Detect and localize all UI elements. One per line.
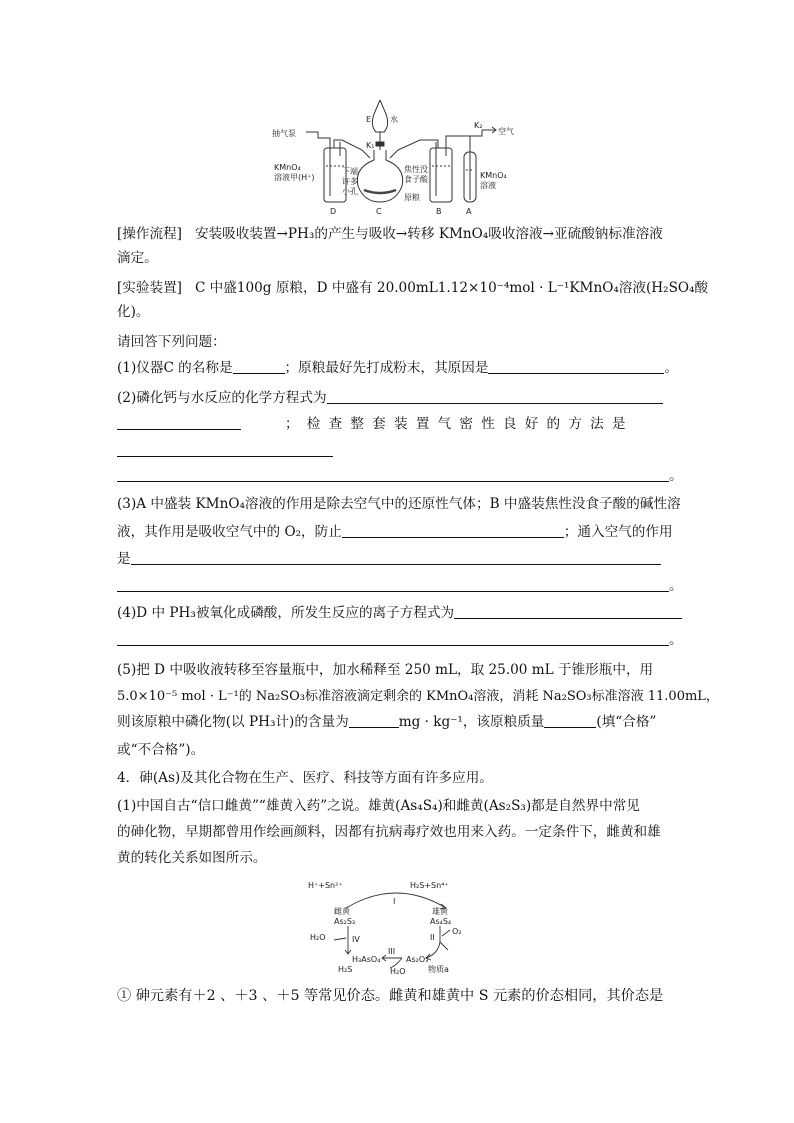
setup-text: C 中盛100g 原粮，D 中盛有 20.00mL1.12×10⁻⁴mol · L⁻¹KMnO₄溶液(H₂SO₄酸 [194,280,709,296]
label-pyro2: 食子酸 [404,175,428,184]
label-grain: 原粮 [404,193,420,202]
q3-p5-text-b: 5.0×10⁻⁵ mol · L⁻¹的 Na₂SO₃标准溶液滴定剩余的 KMnO₄溶液，消耗 Na₂SO₃标准溶液 11.00mL， [117,689,719,704]
conversion-figure [306,878,486,976]
prompt-text: 请回答下列问题： [117,334,226,350]
label-h2o-left: H₂O [310,933,326,942]
q3-p1-text-a: (1)仪器C 的名称是 [117,360,233,376]
q3-p5-text-a: (5)把 D 中吸收液转移至容量瓶中，加水稀释至 250 mL，取 25.00 mL 于锥形瓶中，用 [117,662,654,678]
label-as2o3: As₂O₃ [406,955,429,964]
q3-p4-text-a: (4)D 中 PH₃被氧化成磷酸，所发生反应的离子方程式为 [117,605,455,621]
q3-part1 [117,358,678,379]
q3-part5-line4 [117,740,204,761]
q3-p5-text-c3: (填“合格” [596,714,657,730]
arrow-ii [426,926,440,958]
q3-p5-text-d: 或“不合格”)。 [117,742,205,758]
label-air: 空气 [498,127,514,136]
q3-part3-line2 [117,522,673,543]
answer-blank-4b[interactable] [117,630,669,646]
q3-part4 [117,603,682,624]
answer-blank-2a[interactable] [327,388,663,404]
label-cihuang: 雌黄 [334,907,350,916]
label-k2: K₂ [474,121,483,130]
q4-p1-text-b: 的砷化物，早期都曾用作绘画颜料，因都有抗病毒疗效也用来入药。一定条件下，雌黄和雄 [117,824,661,840]
label-roman-1: I [393,897,396,906]
prompt-line [117,332,226,353]
label-roman-3: III [388,947,396,956]
q4-intro [117,768,493,789]
apparatus-figure [270,92,530,218]
label-kmno4-left: KMnO₄ [274,163,301,172]
bottle-b [430,148,452,202]
flow-text-2: 滴定。 [117,250,158,266]
label-as4s4: As₄S₄ [430,917,452,926]
answer-blank-3a[interactable] [342,522,564,538]
q4-sub1 [117,986,663,1007]
q4-sub1-text: ① 砷元素有＋2 、＋3 、＋5 等常见价态。雌黄和雄黄中 S 元素的价态相同，其价态是 [117,988,664,1004]
label-top-left: H⁺+Sn²⁺ [308,881,343,890]
answer-blank-1a[interactable] [233,358,285,374]
q3-part2-line4 [117,466,683,487]
q3-p2-text-b: ；检查整套装置气密性良好的方法是 [285,416,634,432]
setup-label: [实验装置] [117,280,182,296]
label-h3aso4: H₃AsO₄ [352,955,381,964]
label-wuzhi: 物质a [428,965,449,974]
label-b: B [436,207,442,216]
q3-p1-text-b: ；原粮最好先打成粉末，其原因是 [284,360,489,376]
q3-part3-line3 [117,549,661,570]
label-k1: K₁ [366,141,375,150]
q3-p3-text-b: 液，其作用是吸收空气中的 O₂，防止 [117,524,342,540]
label-roman-4: IV [352,935,360,944]
answer-blank-1b[interactable] [488,358,664,374]
flask-c [357,160,402,202]
setup-line [117,278,708,299]
label-xionghuang: 雄黄 [432,907,448,916]
q3-part5-line2 [117,686,719,707]
label-a: A [466,207,472,216]
q3-part5-line3 [117,712,656,733]
q4-p1-text-c: 黄的转化关系如图所示。 [117,850,267,866]
answer-blank-5a[interactable] [349,712,399,728]
q4-intro-text: 4．砷(As)及其化合物在生产、医疗、科技等方面有许多应用。 [117,770,493,786]
label-o2: O₂ [452,927,462,936]
q4-part1 [117,796,640,817]
label-pyro1: 焦性没 [404,165,428,174]
q3-p4-end: 。 [669,632,683,648]
q3-p3-text-c: ；通入空气的作用 [563,524,673,540]
label-lower1: 下端 [342,167,358,176]
q3-p1-end: 。 [664,360,679,376]
label-lower3: 小孔 [342,187,358,196]
q3-p5-text-c2: mg · kg⁻¹，该原粮质量 [398,714,545,730]
q4-p1-text-a: (1)中国自古“信口雌黄”“雄黄入药”之说。雄黄(As₄S₄)和雌黄(As₂S₃)都是自然界中常见 [117,798,640,814]
q4-part1-line2 [117,822,661,843]
flow-text: 安装吸收装置→PH₃的产生与吸收→转移 KMnO₄吸收溶液→亚硫酸钠标准溶液 [194,226,663,242]
setup-text-2: 化)。 [117,304,150,320]
q3-part5 [117,660,653,681]
q3-part2-line2 [117,414,634,435]
label-c: C [376,207,382,216]
apparatus-diagram [270,92,530,218]
answer-blank-4a[interactable] [454,603,682,619]
answer-blank-2b[interactable] [117,414,241,430]
label-as2s3: As₂S₃ [334,917,356,926]
label-d: D [330,207,337,216]
answer-blank-2d[interactable] [117,466,669,482]
label-top-right: H₂S+Sn⁴⁺ [410,881,449,890]
funnel-e [372,100,387,132]
answer-rule-2c[interactable] [117,456,333,457]
arrow-i [346,893,446,908]
q3-p3-text-a: (3)A 中盛装 KMnO₄溶液的作用是除去空气中的还原性气体；B 中盛装焦性没食子酸的碱性溶 [117,496,681,512]
q3-part3-line4 [117,576,683,597]
q3-p2-text-a: (2)磷化钙与水反应的化学方程式为 [117,390,327,406]
q3-p3-text-d: 是 [117,551,131,567]
q3-part2 [117,388,663,409]
label-h2o-bottom: H₂O [390,967,406,976]
label-roman-2: II [430,933,435,942]
answer-blank-3c[interactable] [117,576,669,592]
q3-part4-line2 [117,630,683,651]
label-h2s: H₂S [338,965,353,974]
label-pump: 抽气泵 [272,129,296,138]
answer-blank-5b[interactable] [544,712,596,728]
label-kmno4-left-sol: 溶液甲(H⁺) [274,173,315,182]
setup-line-2 [117,302,150,323]
answer-blank-3b[interactable] [131,549,661,565]
q3-part3 [117,494,681,515]
label-kmno4-right: KMnO₄ [480,171,507,180]
q3-p5-text-c1: 则该原粮中磷化物(以 PH₃计)的含量为 [117,714,349,730]
flow-line [117,224,663,245]
q4-part1-line3 [117,848,267,869]
label-lower2: 许多 [342,177,358,186]
flow-line-2 [117,248,158,269]
q3-p3-end: 。 [669,578,683,594]
label-water: 水 [390,115,398,124]
conversion-diagram [306,878,486,976]
flow-label: [操作流程] [117,226,182,242]
q3-p2-end: 。 [669,468,683,484]
label-kmno4-right-sol: 溶液 [480,181,496,190]
label-e: E [366,115,372,124]
